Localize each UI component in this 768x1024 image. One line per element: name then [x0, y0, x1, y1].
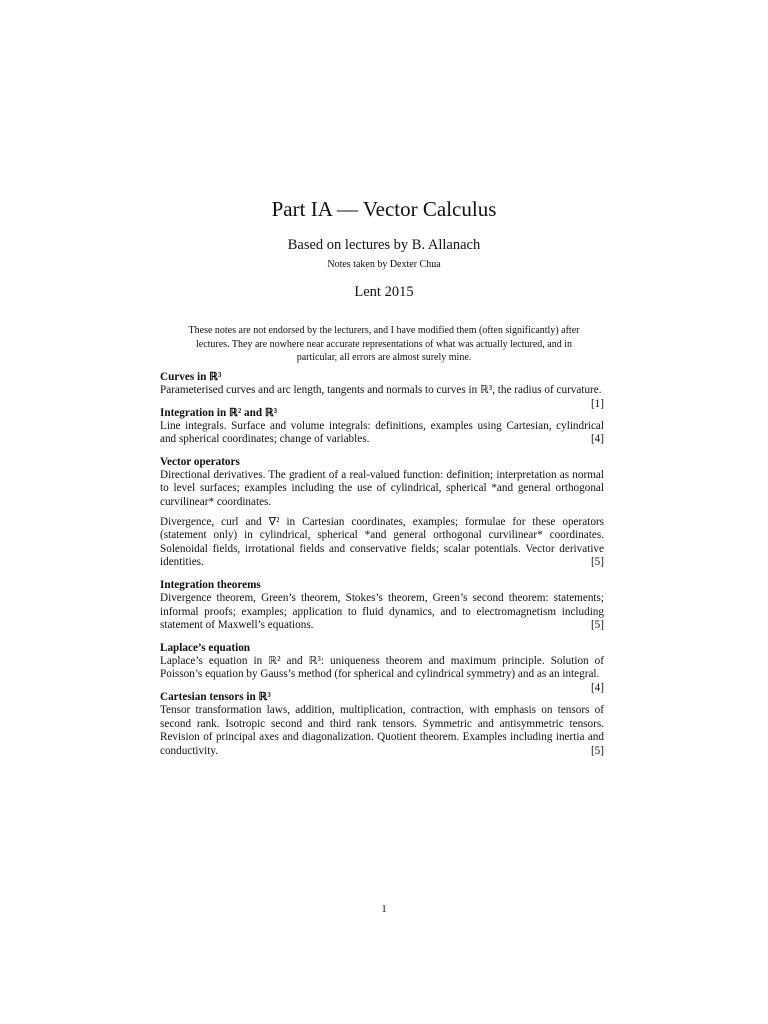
section-heading: Integration theorems	[160, 578, 261, 591]
lecture-count: [4]	[590, 681, 604, 694]
paragraph-text: Directional derivatives. The gradient of a real-valued function: definition; interpretation as normal to level surfaces; examples including the use of cylindrical, spherical *and general orthogonal curvilinear* coordinates.	[160, 468, 604, 508]
paragraph-text: Line integrals. Surface and volume integrals: definitions, examples using Cartesian, cylindrical and spherical coordinates; change of variables.	[160, 419, 604, 446]
syllabus-section	[160, 690, 604, 758]
section-heading: Vector operators	[160, 455, 240, 468]
section-heading: Curves in ℝ³	[160, 371, 222, 383]
section-paragraph	[160, 704, 604, 758]
paragraph-text: Divergence theorem, Green’s theorem, Stokes’s theorem, Green’s second theorem: statements; informal proofs; examples; application to fluid dynamics, and to electromagnetism including statement of Maxwell’s equations.	[160, 591, 604, 632]
lecture-count: [5]	[590, 556, 604, 569]
section-heading: Cartesian tensors in ℝ³	[160, 690, 271, 703]
syllabus-section	[160, 641, 604, 694]
lecturer-line: Based on lectures by B. Allanach	[287, 237, 481, 253]
section-paragraph	[160, 516, 604, 570]
disclaimer-text: These notes are not endorsed by the lecturers, and I have modified them (often significantly) after lectures. They are nowhere near accurate representations of what was actually lectured, and in particular, all errors are almost surely mine.	[188, 325, 580, 364]
section-heading: Integration in ℝ² and ℝ³	[160, 406, 278, 419]
paragraph-text: Parameterised curves and arc length, tangents and normals to curves in ℝ³, the radius of curvature.	[160, 384, 602, 396]
paragraph-text: Divergence, curl and ∇² in Cartesian coordinates, examples; formulae for these operators (statement only) in cylindrical, spherical *and general orthogonal curvilinear* coordinates. Solenoidal fields, irrotational fields and conservative fields; scalar potentials. Vector derivative identities.	[160, 515, 604, 569]
section-paragraph	[160, 420, 604, 447]
syllabus-section	[160, 406, 604, 447]
document-title: Part IA — Vector Calculus	[271, 197, 497, 221]
lecture-count: [1]	[590, 397, 604, 410]
syllabus	[160, 370, 604, 766]
lecture-count: [4]	[590, 433, 604, 446]
syllabus-section	[160, 370, 604, 410]
paragraph-text: Tensor transformation laws, addition, multiplication, contraction, with emphasis on tensors of second rank. Isotropic second and third rank tensors. Symmetric and antisymmetric tensors. Revision of principal axes and diagonalization. Quotient theorem. Examples including inertia and conductivity.	[160, 703, 604, 757]
lecture-count: [5]	[590, 619, 604, 632]
section-paragraph	[160, 654, 604, 694]
notes-author-line: Notes taken by Dexter Chua	[327, 259, 441, 270]
page-number: 1	[381, 903, 387, 915]
section-paragraph	[160, 384, 604, 410]
syllabus-section	[160, 455, 604, 570]
section-heading: Laplace’s equation	[160, 641, 251, 654]
section-paragraph	[160, 592, 604, 633]
lecture-count: [5]	[590, 744, 604, 757]
syllabus-section	[160, 578, 604, 633]
paragraph-text: Laplace’s equation in ℝ² and ℝ³: uniqueness theorem and maximum principle. Solution of Poisson’s equation by Gauss’s method (for spherical and cylindrical symmetry) and as an integral.	[160, 654, 604, 681]
term-label: Lent 2015	[354, 284, 414, 300]
section-paragraph	[160, 469, 604, 510]
